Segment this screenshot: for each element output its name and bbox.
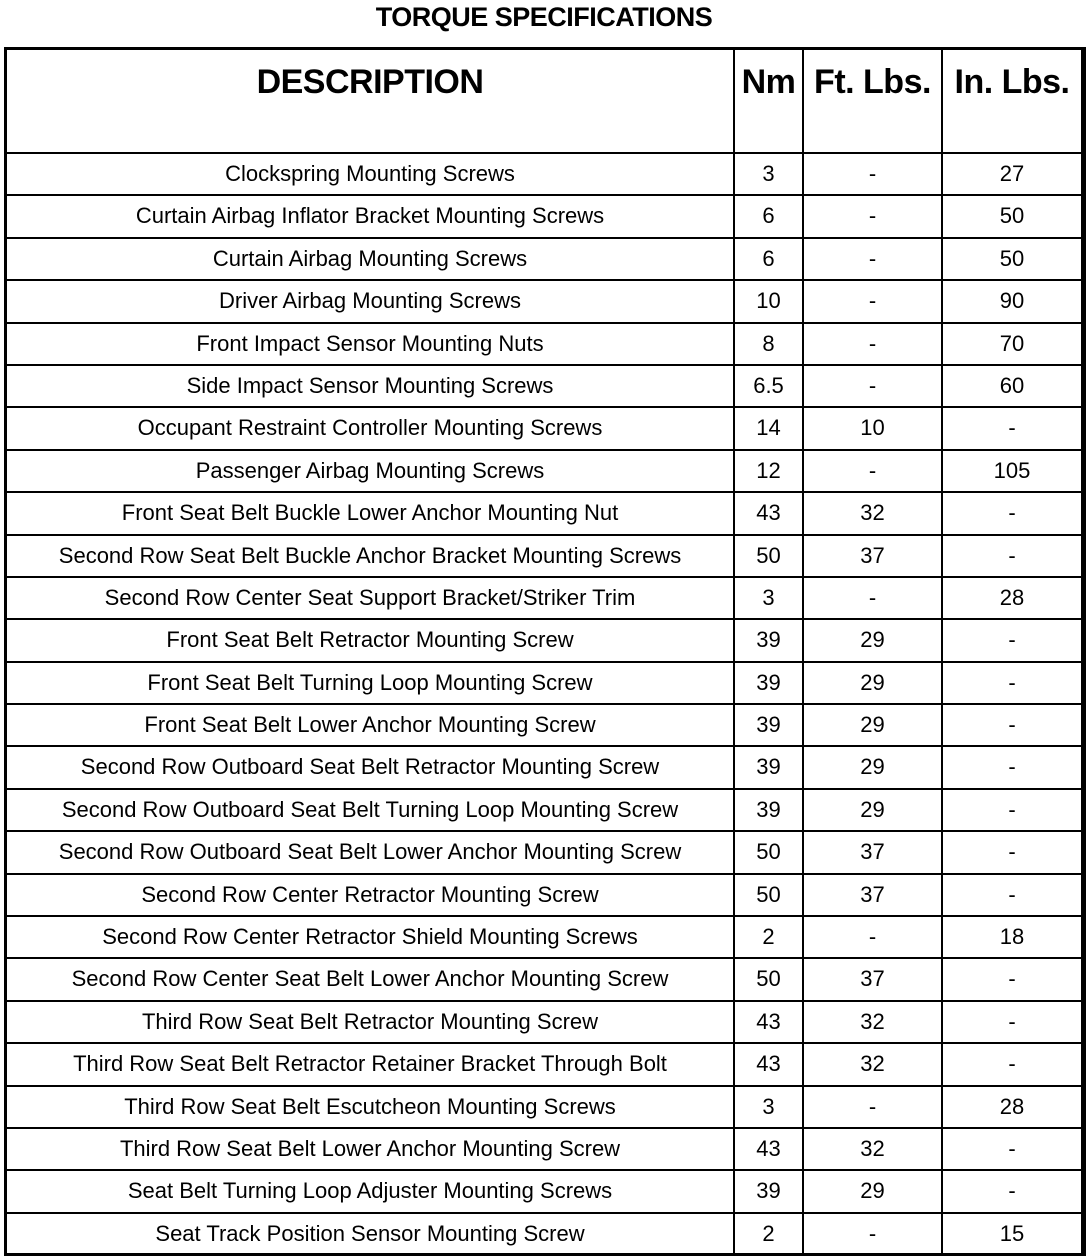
- cell-nm: 50: [735, 832, 804, 872]
- cell-nm: 12: [735, 451, 804, 491]
- cell-nm: 39: [735, 620, 804, 660]
- cell-nm: 43: [735, 1002, 804, 1042]
- header-ft-lbs: Ft. Lbs.: [804, 50, 943, 152]
- cell-nm: 39: [735, 1171, 804, 1211]
- cell-nm: 43: [735, 493, 804, 533]
- cell-nm: 10: [735, 281, 804, 321]
- cell-in-lbs: -: [1008, 754, 1016, 780]
- cell-ft-lbs: -: [804, 196, 943, 236]
- cell-in-lbs: 60: [999, 372, 1025, 398]
- cell-ft-lbs: -: [804, 154, 943, 194]
- cell-in-lbs: -: [1008, 627, 1016, 653]
- cell-in-lbs: -: [1008, 1008, 1016, 1034]
- cell-ft-lbs: 32: [804, 1044, 943, 1084]
- header-nm: Nm: [735, 50, 804, 152]
- cell-description: Second Row Outboard Seat Belt Turning Loop Mounting Screw: [7, 790, 735, 830]
- cell-ft-lbs: -: [804, 239, 943, 279]
- cell-description: Second Row Seat Belt Buckle Anchor Bracket Mounting Screws: [7, 536, 735, 576]
- table-header-row: [7, 50, 1081, 154]
- cell-description: Third Row Seat Belt Retractor Retainer Bracket Through Bolt: [7, 1044, 735, 1084]
- cell-in-lbs: 15: [999, 1220, 1025, 1246]
- table-row: [7, 1171, 1081, 1213]
- table-row: [7, 875, 1081, 917]
- cell-nm: 3: [735, 154, 804, 194]
- cell-in-lbs: -: [1008, 839, 1016, 865]
- cell-nm: 6: [735, 196, 804, 236]
- cell-description: Seat Belt Turning Loop Adjuster Mounting Screws: [7, 1171, 735, 1211]
- table-body: [7, 154, 1081, 1256]
- cell-in-lbs: -: [1008, 669, 1016, 695]
- table-row: [7, 663, 1081, 705]
- cell-nm: 14: [735, 408, 804, 448]
- cell-in-lbs: -: [1008, 1051, 1016, 1077]
- cell-nm: 6: [735, 239, 804, 279]
- table-row: [7, 1002, 1081, 1044]
- table-row: [7, 1214, 1081, 1256]
- cell-ft-lbs: 10: [804, 408, 943, 448]
- cell-nm: 50: [735, 875, 804, 915]
- cell-ft-lbs: 37: [804, 959, 943, 999]
- torque-spec-table: [4, 47, 1084, 1256]
- table-row: [7, 578, 1081, 620]
- cell-in-lbs: -: [1008, 542, 1016, 568]
- table-row: [7, 620, 1081, 662]
- cell-in-lbs: 50: [999, 203, 1025, 229]
- cell-description: Third Row Seat Belt Lower Anchor Mounting Screw: [7, 1129, 735, 1169]
- cell-ft-lbs: 29: [804, 747, 943, 787]
- header-in-lbs: In. Lbs.: [954, 63, 1070, 101]
- table-row: [7, 917, 1081, 959]
- cell-ft-lbs: 37: [804, 832, 943, 872]
- table-row: [7, 832, 1081, 874]
- cell-ft-lbs: 29: [804, 620, 943, 660]
- cell-description: Second Row Outboard Seat Belt Lower Anchor Mounting Screw: [7, 832, 735, 872]
- cell-in-lbs: -: [1008, 881, 1016, 907]
- cell-description: Front Seat Belt Turning Loop Mounting Screw: [7, 663, 735, 703]
- table-row: [7, 451, 1081, 493]
- cell-ft-lbs: 29: [804, 1171, 943, 1211]
- cell-description: Front Seat Belt Buckle Lower Anchor Mounting Nut: [7, 493, 735, 533]
- cell-description: Occupant Restraint Controller Mounting Screws: [7, 408, 735, 448]
- cell-description: Second Row Center Retractor Shield Mounting Screws: [7, 917, 735, 957]
- cell-nm: 50: [735, 536, 804, 576]
- cell-ft-lbs: 32: [804, 493, 943, 533]
- cell-nm: 39: [735, 663, 804, 703]
- table-row: [7, 1129, 1081, 1171]
- cell-description: Second Row Center Seat Support Bracket/Striker Trim: [7, 578, 735, 618]
- cell-nm: 2: [735, 917, 804, 957]
- cell-ft-lbs: -: [804, 366, 943, 406]
- cell-description: Front Seat Belt Retractor Mounting Screw: [7, 620, 735, 660]
- cell-ft-lbs: 37: [804, 536, 943, 576]
- cell-in-lbs: 27: [999, 161, 1025, 186]
- table-row: [7, 324, 1081, 366]
- cell-in-lbs: 105: [993, 457, 1031, 483]
- cell-description: Driver Airbag Mounting Screws: [7, 281, 735, 321]
- table-row: [7, 1087, 1081, 1129]
- cell-nm: 43: [735, 1129, 804, 1169]
- table-row: [7, 281, 1081, 323]
- cell-ft-lbs: -: [804, 451, 943, 491]
- table-row: [7, 959, 1081, 1001]
- cell-description: Clockspring Mounting Screws: [7, 154, 735, 194]
- cell-ft-lbs: 29: [804, 790, 943, 830]
- table-row: [7, 1044, 1081, 1086]
- cell-nm: 6.5: [735, 366, 804, 406]
- cell-ft-lbs: 29: [804, 663, 943, 703]
- cell-in-lbs: 70: [999, 330, 1025, 356]
- cell-in-lbs: 28: [999, 584, 1025, 610]
- cell-nm: 3: [735, 578, 804, 618]
- cell-ft-lbs: -: [804, 1214, 943, 1256]
- table-row: [7, 747, 1081, 789]
- cell-description: Curtain Airbag Mounting Screws: [7, 239, 735, 279]
- cell-in-lbs: -: [1008, 796, 1016, 822]
- cell-ft-lbs: 37: [804, 875, 943, 915]
- cell-in-lbs: -: [1008, 1178, 1016, 1204]
- table-row: [7, 239, 1081, 281]
- cell-nm: 8: [735, 324, 804, 364]
- cell-nm: 39: [735, 790, 804, 830]
- cell-ft-lbs: -: [804, 578, 943, 618]
- cell-description: Seat Track Position Sensor Mounting Screw: [7, 1214, 735, 1256]
- cell-description: Second Row Center Seat Belt Lower Anchor Mounting Screw: [7, 959, 735, 999]
- table-row: [7, 196, 1081, 238]
- cell-in-lbs: -: [1008, 500, 1016, 526]
- cell-ft-lbs: -: [804, 324, 943, 364]
- table-row: [7, 536, 1081, 578]
- cell-description: Third Row Seat Belt Retractor Mounting Screw: [7, 1002, 735, 1042]
- cell-ft-lbs: -: [804, 1087, 943, 1127]
- cell-ft-lbs: 29: [804, 705, 943, 745]
- cell-nm: 3: [735, 1087, 804, 1127]
- page-title: TORQUE SPECIFICATIONS: [375, 2, 713, 32]
- cell-description: Second Row Outboard Seat Belt Retractor Mounting Screw: [7, 747, 735, 787]
- table-row: [7, 705, 1081, 747]
- page-edge-line: [1084, 47, 1086, 1256]
- cell-in-lbs: -: [1008, 1135, 1016, 1161]
- cell-description: Front Impact Sensor Mounting Nuts: [7, 324, 735, 364]
- cell-nm: 2: [735, 1214, 804, 1256]
- table-row: [7, 154, 1081, 196]
- cell-nm: 39: [735, 747, 804, 787]
- cell-ft-lbs: -: [804, 281, 943, 321]
- cell-in-lbs: 90: [999, 288, 1025, 314]
- cell-description: Passenger Airbag Mounting Screws: [7, 451, 735, 491]
- table-row: [7, 366, 1081, 408]
- cell-in-lbs: 50: [999, 245, 1025, 271]
- cell-description: Curtain Airbag Inflator Bracket Mounting Screws: [7, 196, 735, 236]
- cell-ft-lbs: 32: [804, 1002, 943, 1042]
- cell-description: Side Impact Sensor Mounting Screws: [7, 366, 735, 406]
- header-description: DESCRIPTION: [7, 50, 735, 152]
- cell-ft-lbs: 32: [804, 1129, 943, 1169]
- cell-in-lbs: 18: [999, 924, 1025, 950]
- cell-nm: 50: [735, 959, 804, 999]
- cell-ft-lbs: -: [804, 917, 943, 957]
- table-row: [7, 493, 1081, 535]
- cell-in-lbs: -: [1008, 712, 1016, 738]
- cell-nm: 43: [735, 1044, 804, 1084]
- cell-description: Third Row Seat Belt Escutcheon Mounting Screws: [7, 1087, 735, 1127]
- cell-in-lbs: -: [1008, 966, 1016, 992]
- cell-description: Front Seat Belt Lower Anchor Mounting Screw: [7, 705, 735, 745]
- table-row: [7, 790, 1081, 832]
- cell-description: Second Row Center Retractor Mounting Screw: [7, 875, 735, 915]
- table-row: [7, 408, 1081, 450]
- cell-in-lbs: 28: [999, 1093, 1025, 1119]
- cell-nm: 39: [735, 705, 804, 745]
- cell-in-lbs: -: [1008, 415, 1016, 441]
